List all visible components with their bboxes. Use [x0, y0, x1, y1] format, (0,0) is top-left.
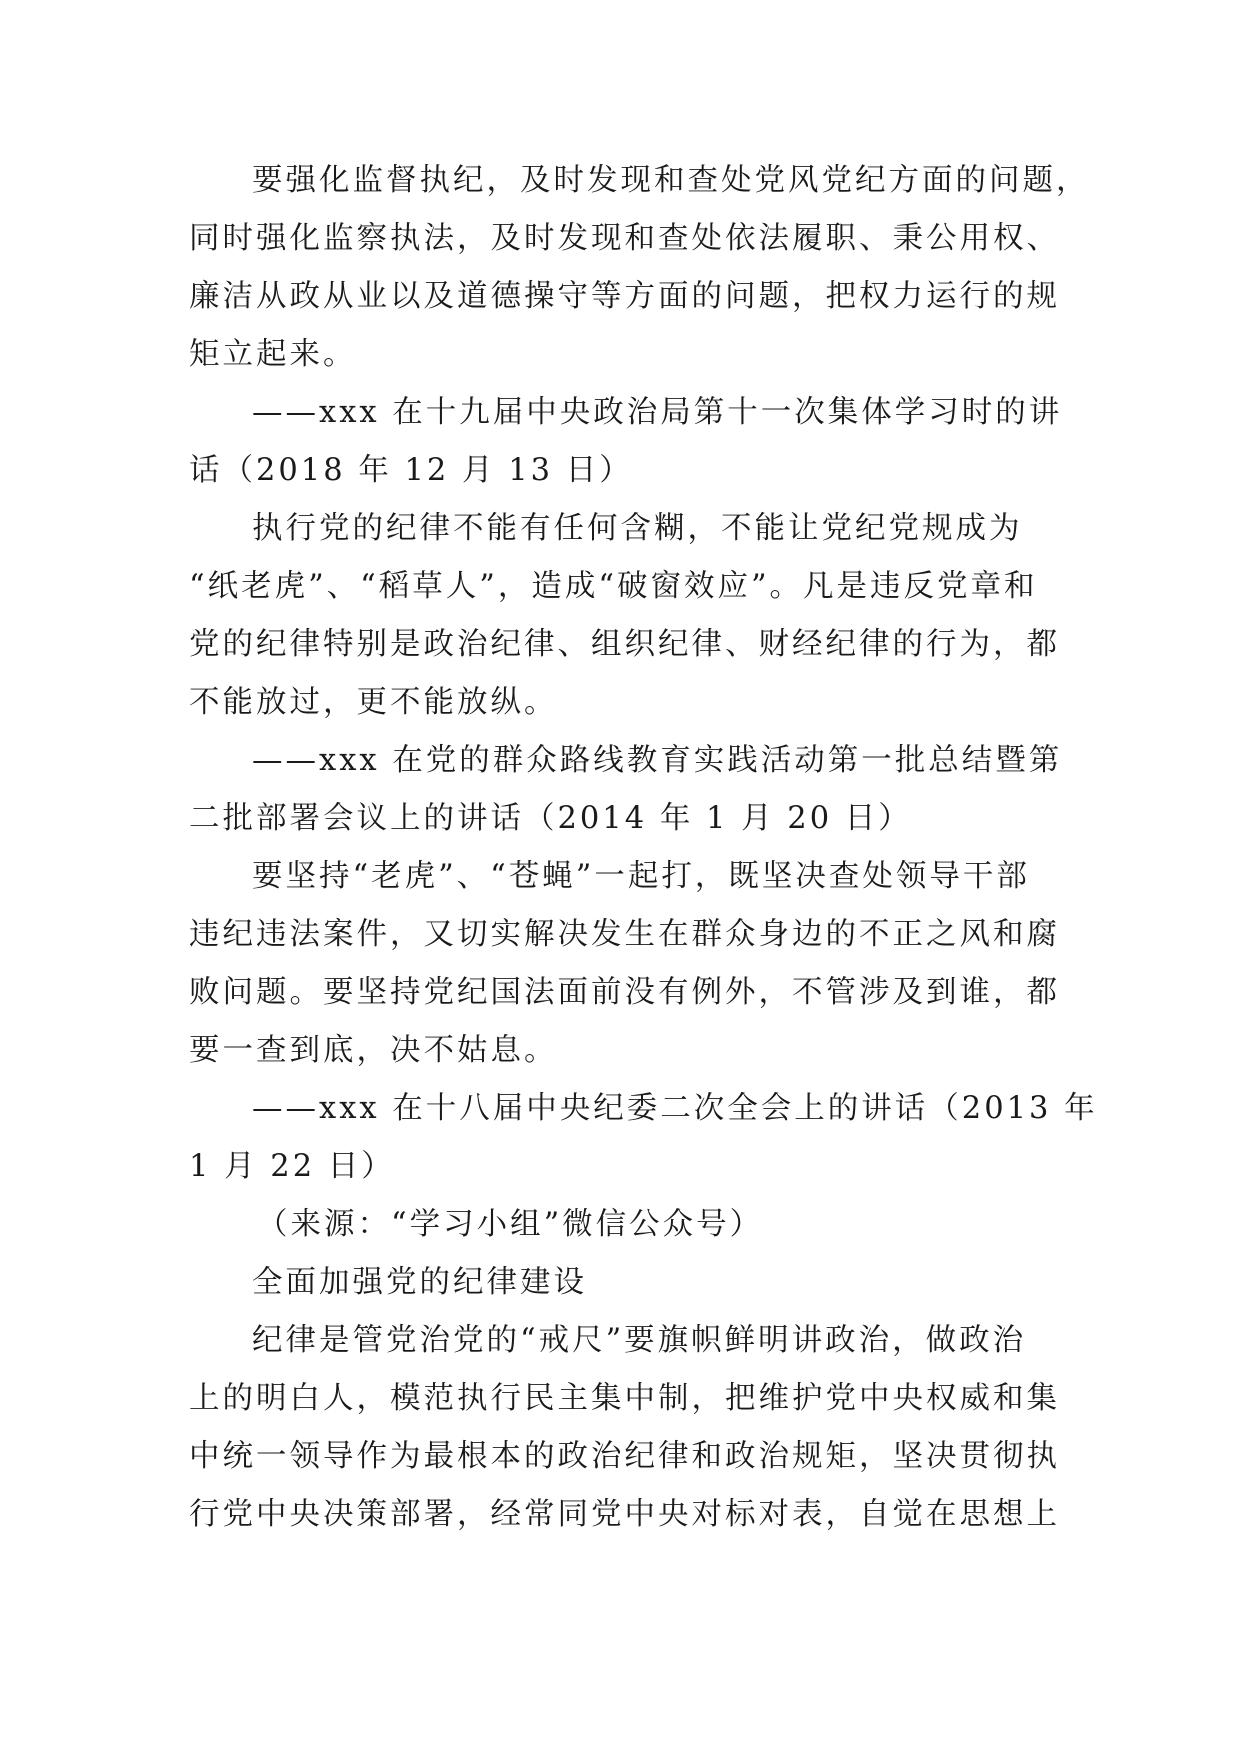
- attribution-line: ——xxx 在十八届中央纪委二次全会上的讲话（2013 年: [252, 1091, 1098, 1126]
- text-line: 执行党的纪律不能有任何含糊，不能让党纪党规成为: [252, 511, 1023, 546]
- text-line: 违纪违法案件，又切实解决发生在群众身边的不正之风和腐: [189, 917, 1060, 952]
- text-line: 上的明白人，模范执行民主集中制，把维护党中央权威和集: [189, 1381, 1060, 1416]
- text-line: 廉洁从政从业以及道德操守等方面的问题，把权力运行的规: [189, 279, 1060, 314]
- text-line: 纪律是管党治党的“戒尺”要旗帜鲜明讲政治，做政治: [252, 1323, 1027, 1358]
- text-line: 败问题。要坚持党纪国法面前没有例外，不管涉及到谁，都: [189, 975, 1060, 1010]
- attribution-line: ——xxx 在十九届中央政治局第十一次集体学习时的讲: [252, 395, 1063, 430]
- text-line: “纸老虎”、“稻草人”，造成“破窗效应”。凡是违反党章和: [189, 569, 1038, 604]
- text-line: 矩立起来。: [189, 337, 357, 372]
- text-line: 同时强化监察执法，及时发现和查处依法履职、秉公用权、: [189, 221, 1060, 256]
- text-line: 党的纪律特别是政治纪律、组织纪律、财经纪律的行为，都: [189, 627, 1060, 662]
- attribution-line: ——xxx 在党的群众路线教育实践活动第一批总结暨第: [252, 743, 1063, 778]
- text-line: 要坚持“老虎”、“苍蝇”一起打，既坚决查处领导干部: [252, 859, 1030, 894]
- body-text: [189, 152, 1098, 1544]
- text-line: 不能放过，更不能放纵。: [189, 685, 558, 720]
- source-line: （来源：“学习小组”微信公众号）: [257, 1207, 764, 1242]
- section-heading: 全面加强党的纪律建设: [252, 1265, 587, 1300]
- attribution-line: 1 月 22 日）: [189, 1149, 395, 1184]
- text-line: 行党中央决策部署，经常同党中央对标对表，自觉在思想上: [189, 1497, 1060, 1532]
- text-line: 中统一领导作为最根本的政治纪律和政治规矩，坚决贯彻执: [189, 1439, 1060, 1474]
- attribution-line: 话（2018 年 12 月 13 日）: [189, 453, 633, 488]
- text-line: 要强化监督执纪，及时发现和查处党风党纪方面的问题，: [252, 163, 1090, 198]
- attribution-line: 二批部署会议上的讲话（2014 年 1 月 20 日）: [189, 801, 912, 836]
- text-line: 要一查到底，决不姑息。: [189, 1033, 558, 1068]
